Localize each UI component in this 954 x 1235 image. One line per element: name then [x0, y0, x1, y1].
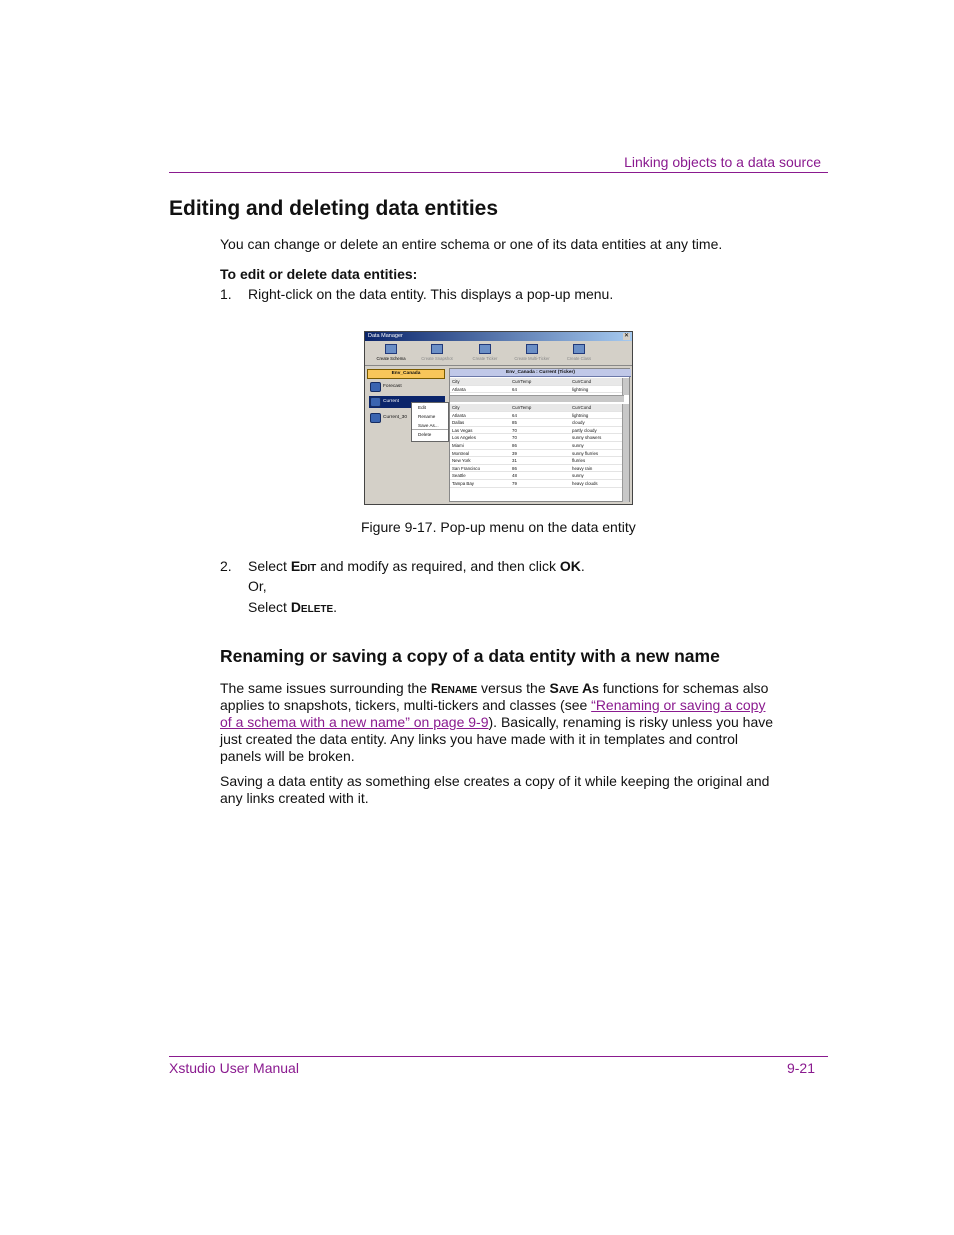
main-grid [450, 404, 624, 488]
entity-icon [370, 397, 381, 407]
table-row[interactable]: Atlanta 64 lightning [450, 386, 624, 394]
table-row[interactable]: Tampa Bay 79 heavy clouds [450, 480, 624, 488]
tree-item-current[interactable]: Current [369, 396, 445, 408]
delete-command: Delete [290, 599, 334, 615]
entity-icon [370, 382, 381, 392]
running-header: Linking objects to a data source [624, 154, 821, 170]
table-row[interactable]: Los Angeles 70 sunny showers [450, 434, 624, 442]
menu-item-rename[interactable]: Rename [418, 414, 436, 419]
close-icon[interactable]: ✕ [623, 333, 630, 339]
step-2b-text: Select Delete. [248, 599, 338, 615]
menu-item-edit[interactable]: Edit [418, 405, 426, 410]
table-row[interactable]: Dallas 85 cloudy [450, 419, 624, 427]
cross-reference-link[interactable]: “Renaming or saving a copy of a schema with a new name” on page 9-9 [220, 697, 766, 730]
create-ticker-button[interactable]: Create Ticker [461, 344, 509, 361]
grid-title: Env_Canada : Current (Ticker) [450, 369, 631, 377]
data-grid-pane [449, 368, 630, 502]
or-text: Or, [248, 578, 267, 594]
footer-rule [169, 1056, 828, 1057]
table-row[interactable]: New York 31 flurries [450, 457, 624, 465]
create-multi-ticker-button[interactable]: Create Multi-Ticker [508, 344, 556, 361]
figure-screenshot [364, 331, 633, 505]
step-1-text: Right-click on the data entity. This displays a pop-up menu. [248, 286, 614, 302]
grid-header-row: City CurrTemp CurrCond [450, 404, 624, 412]
top-grid [450, 378, 624, 393]
tree-item-current-30[interactable]: Current_30 [369, 412, 445, 424]
toolbar [365, 341, 632, 366]
grid-header-row: City CurrTemp CurrCond [450, 378, 624, 386]
top-vertical-scrollbar[interactable] [622, 378, 629, 395]
multi-ticker-icon [526, 344, 538, 354]
table-row[interactable]: Montreal 39 sunny flurries [450, 450, 624, 458]
intro-paragraph: You can change or delete an entire schema or one of its data entities at any time. [220, 236, 723, 252]
create-snapshot-button[interactable]: Create Snapshot [413, 344, 461, 361]
step-1-number: 1. [220, 286, 232, 302]
window-titlebar [365, 332, 632, 341]
table-row[interactable]: Las Vegas 70 partly cloudy [450, 427, 624, 435]
figure-caption: Figure 9-17. Pop-up menu on the data entity [361, 519, 636, 535]
rename-paragraph: The same issues surrounding the Rename versus the Save As functions for schemas also applies to snapshots, tickers, multi-tickers and classes (see “Renaming or saving a copy of a schema with a new name” on page 9-9). Basically, renaming is risky unless you have just created the data entity. Any links you have made with it in templates and control panels will be broken. [220, 680, 774, 764]
rename-command: Rename [430, 680, 478, 696]
table-row[interactable]: Miami 86 sunny [450, 442, 624, 450]
save-as-command: Save As [549, 680, 599, 696]
save-as-paragraph: Saving a data entity as something else creates a copy of it while keeping the original and any links created with it. [220, 773, 770, 806]
menu-item-save-as[interactable]: Save As... [412, 421, 448, 430]
class-icon [573, 344, 585, 354]
snapshot-icon [431, 344, 443, 354]
header-rule [169, 172, 828, 173]
table-row[interactable]: Seattle 48 sunny [450, 472, 624, 480]
step-2-number: 2. [220, 558, 232, 574]
procedure-title: To edit or delete data entities: [220, 266, 418, 282]
create-schema-button[interactable]: Create Schema [367, 344, 415, 361]
create-class-button[interactable]: Create Class [555, 344, 603, 361]
main-vertical-scrollbar[interactable] [622, 404, 629, 502]
table-row[interactable]: San Francisco 86 heavy rain [450, 465, 624, 473]
step-2-text: Select Edit and modify as required, and then click OK. [248, 558, 585, 574]
entity-icon [370, 413, 381, 423]
ok-command: OK [559, 558, 581, 574]
window-title: Data Manager [368, 333, 403, 339]
context-menu [411, 402, 449, 442]
page-number: 9-21 [786, 1060, 815, 1076]
subsection-title: Renaming or saving a copy of a data entity with a new name [220, 646, 720, 666]
edit-command: Edit [290, 558, 317, 574]
footer-manual-title: Xstudio User Manual [169, 1060, 299, 1076]
schema-icon [385, 344, 397, 354]
section-title: Editing and deleting data entities [169, 197, 499, 220]
table-row[interactable]: Atlanta 64 lightning [450, 412, 624, 420]
schema-tab[interactable]: Env_Canada [367, 369, 445, 379]
menu-item-delete[interactable]: Delete [418, 432, 432, 437]
ticker-icon [479, 344, 491, 354]
tree-item-forecast[interactable]: Forecast [369, 381, 445, 393]
top-horizontal-scrollbar[interactable] [450, 395, 624, 402]
